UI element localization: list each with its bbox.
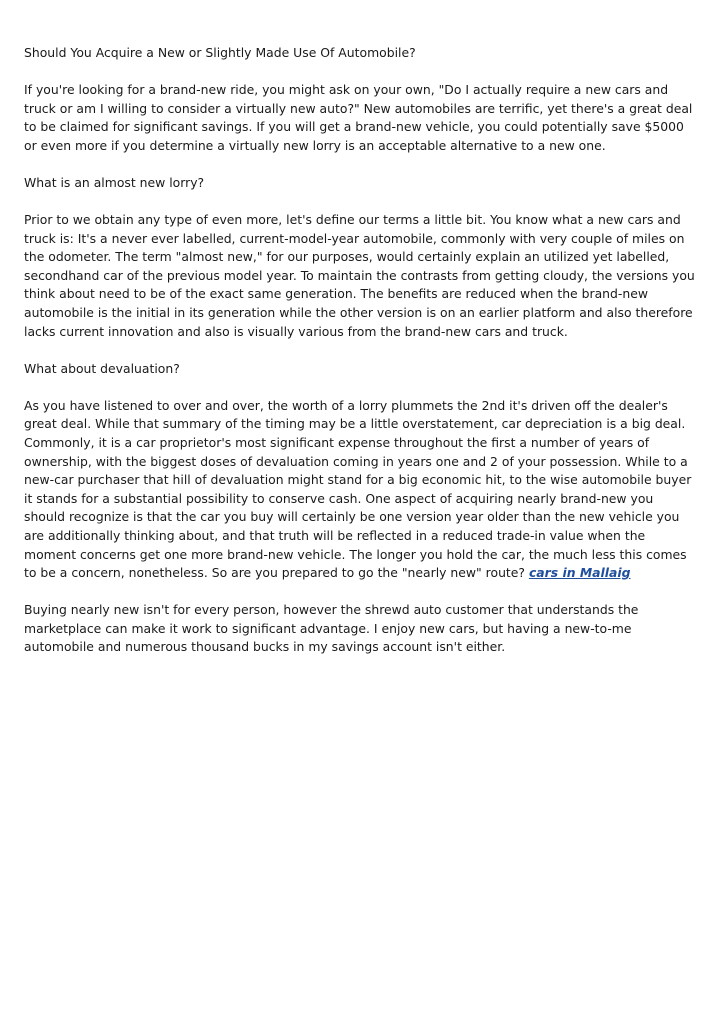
article-title: Should You Acquire a New or Slightly Made Use Of Automobile?: [24, 45, 416, 60]
almost-new-paragraph: Prior to we obtain any type of even more, let's define our terms a little bit. You know what a new cars and truck is: It's a never ever labelled, current-model-year automobile, commonly with very couple of miles on the odometer. The term "almost new," for our purposes, would certainly explain an utilized yet labelled, secondhand car of the previous model year. To maintain the contrasts from getting cloudy, the versions you think about need to be of the exact same generation. The benefits are reduced when the brand-new automobile is the initial in its generation while the other version is on an earlier platform and also therefore lacks current innovation and also is visually various from the brand-new cars and truck.: [24, 212, 695, 339]
devaluation-text: As you have listened to over and over, the worth of a lorry plummets the 2nd it's driven off the dealer's great deal. While that summary of the timing may be a little overstatement, car depreciation is a big deal. Commonly, it is a car proprietor's most significant expense throughout the first a number of years of ownership, with the biggest doses of devaluation coming in years one and 2 of your possession. While to a new-car purchaser that hill of devaluation might stand for a big economic hit, to the wise automobile buyer it stands for a substantial possibility to conserve cash. One aspect of acquiring nearly brand-new you should recognize is that the car you buy will certainly be one version year older than the new vehicle you are additionally thinking about, and that truth will be reflected in a reduced trade-in value when the moment concerns get one more brand-new vehicle. The longer you hold the car, the much less this comes to be a concern, nonetheless. So are you prepared to go the "nearly new" route?: [24, 397, 692, 581]
section-heading-devaluation: What about devaluation?: [24, 360, 180, 376]
section-heading-almost-new: What is an almost new lorry?: [24, 174, 205, 190]
devaluation-paragraph: [24, 397, 696, 583]
article-body: [24, 44, 696, 676]
closing-paragraph: Buying nearly new isn't for every person, however the shrewd auto customer that understands the marketplace can make it work to significant advantage. I enjoy new cars, but having a new-to-me automobile and numerous thousand bucks in my savings account isn't either.: [24, 602, 639, 655]
cars-in-mallaig-link[interactable]: cars in Mallaig: [528, 565, 631, 581]
intro-paragraph: If you're looking for a brand-new ride, you might ask on your own, "Do I actually require a new cars and truck or am I willing to consider a virtually new auto?" New automobiles are terrific, yet there's a great deal to be claimed for significant savings. If you will get a brand-new vehicle, you could potentially save $5000 or even more if you determine a virtually new lorry is an acceptable alternative to a new one.: [24, 82, 693, 153]
